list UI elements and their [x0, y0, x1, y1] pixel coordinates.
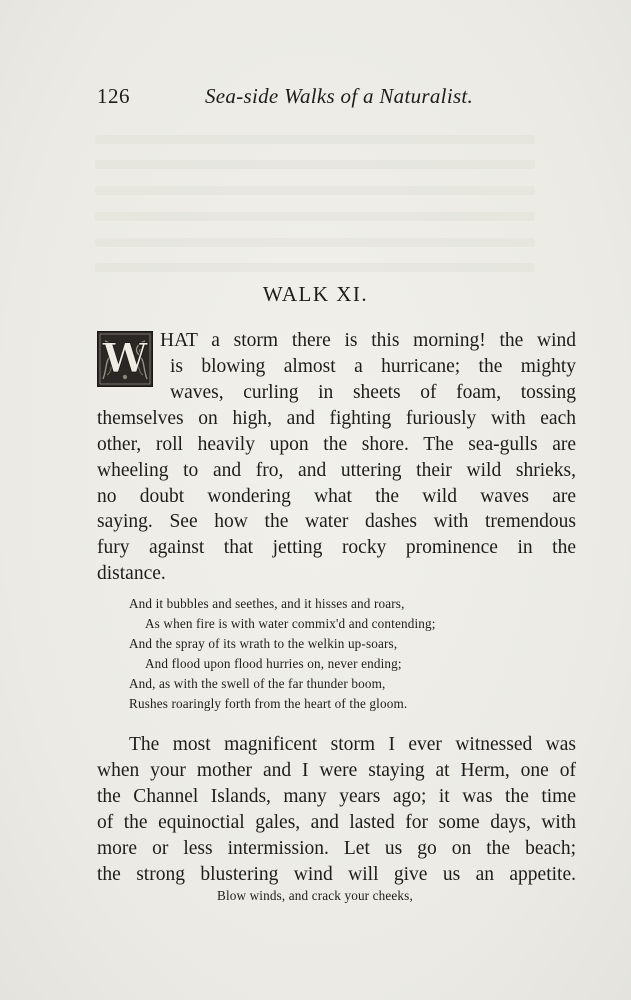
text-line: of the equinoctial gales, and lasted for some days, with	[97, 812, 576, 833]
verse-line: And it bubbles and seethes, and it hisses and roars,	[129, 596, 405, 611]
text-line: HAT a storm there is this morning! the wind	[160, 330, 576, 351]
text-line: waves, curling in sheets of foam, tossing	[170, 382, 576, 403]
text-line: the strong blustering wind will give us an appetite.	[97, 864, 576, 885]
page-number: 126	[97, 84, 130, 108]
verse-line: As when fire is with water commix'd and contending;	[145, 616, 436, 631]
text-line: wheeling to and fro, and uttering their wild shrieks,	[97, 460, 576, 481]
ornamental-initial-w-icon	[97, 331, 153, 387]
text-line: other, roll heavily upon the shore. The sea-gulls are	[97, 434, 576, 455]
text-line: when your mother and I were staying at Herm, one of	[97, 760, 576, 781]
verse-line: And flood upon flood hurries on, never ending;	[145, 656, 402, 671]
text-line: the Channel Islands, many years ago; it was the time	[97, 786, 576, 807]
text-line: no doubt wondering what the wild waves are	[97, 486, 576, 507]
verse-line: Blow winds, and crack your cheeks,	[217, 888, 413, 903]
bleed-through-line	[95, 263, 535, 272]
text-line: more or less intermission. Let us go on the beach;	[97, 838, 576, 859]
bleed-through-line	[95, 238, 535, 247]
bleed-through-line	[95, 212, 535, 221]
verse-line: And the spray of its wrath to the welkin up-soars,	[129, 636, 398, 651]
running-head	[97, 84, 531, 118]
text-line: fury against that jetting rocky prominence in the	[97, 537, 576, 558]
bleed-through-line	[95, 160, 535, 169]
verse-line: Rushes roaringly forth from the heart of the gloom.	[129, 696, 408, 711]
running-title: Sea-side Walks of a Naturalist.	[205, 84, 474, 108]
verse-line: And, as with the swell of the far thunder boom,	[129, 676, 386, 691]
text-line: is blowing almost a hurricane; the mighty	[170, 356, 576, 377]
text-line: saying. See how the water dashes with tremendous	[97, 511, 576, 532]
text-line: distance.	[97, 563, 166, 584]
drop-cap-ornament	[97, 331, 153, 387]
bleed-through-line	[95, 135, 535, 144]
text-line: The most magnificent storm I ever witnessed was	[129, 734, 576, 755]
svg-text:W: W	[102, 335, 148, 382]
chapter-heading: WALK XI.	[262, 282, 369, 306]
bleed-through-line	[95, 186, 535, 195]
text-line: themselves on high, and fighting furiously with each	[97, 408, 576, 429]
